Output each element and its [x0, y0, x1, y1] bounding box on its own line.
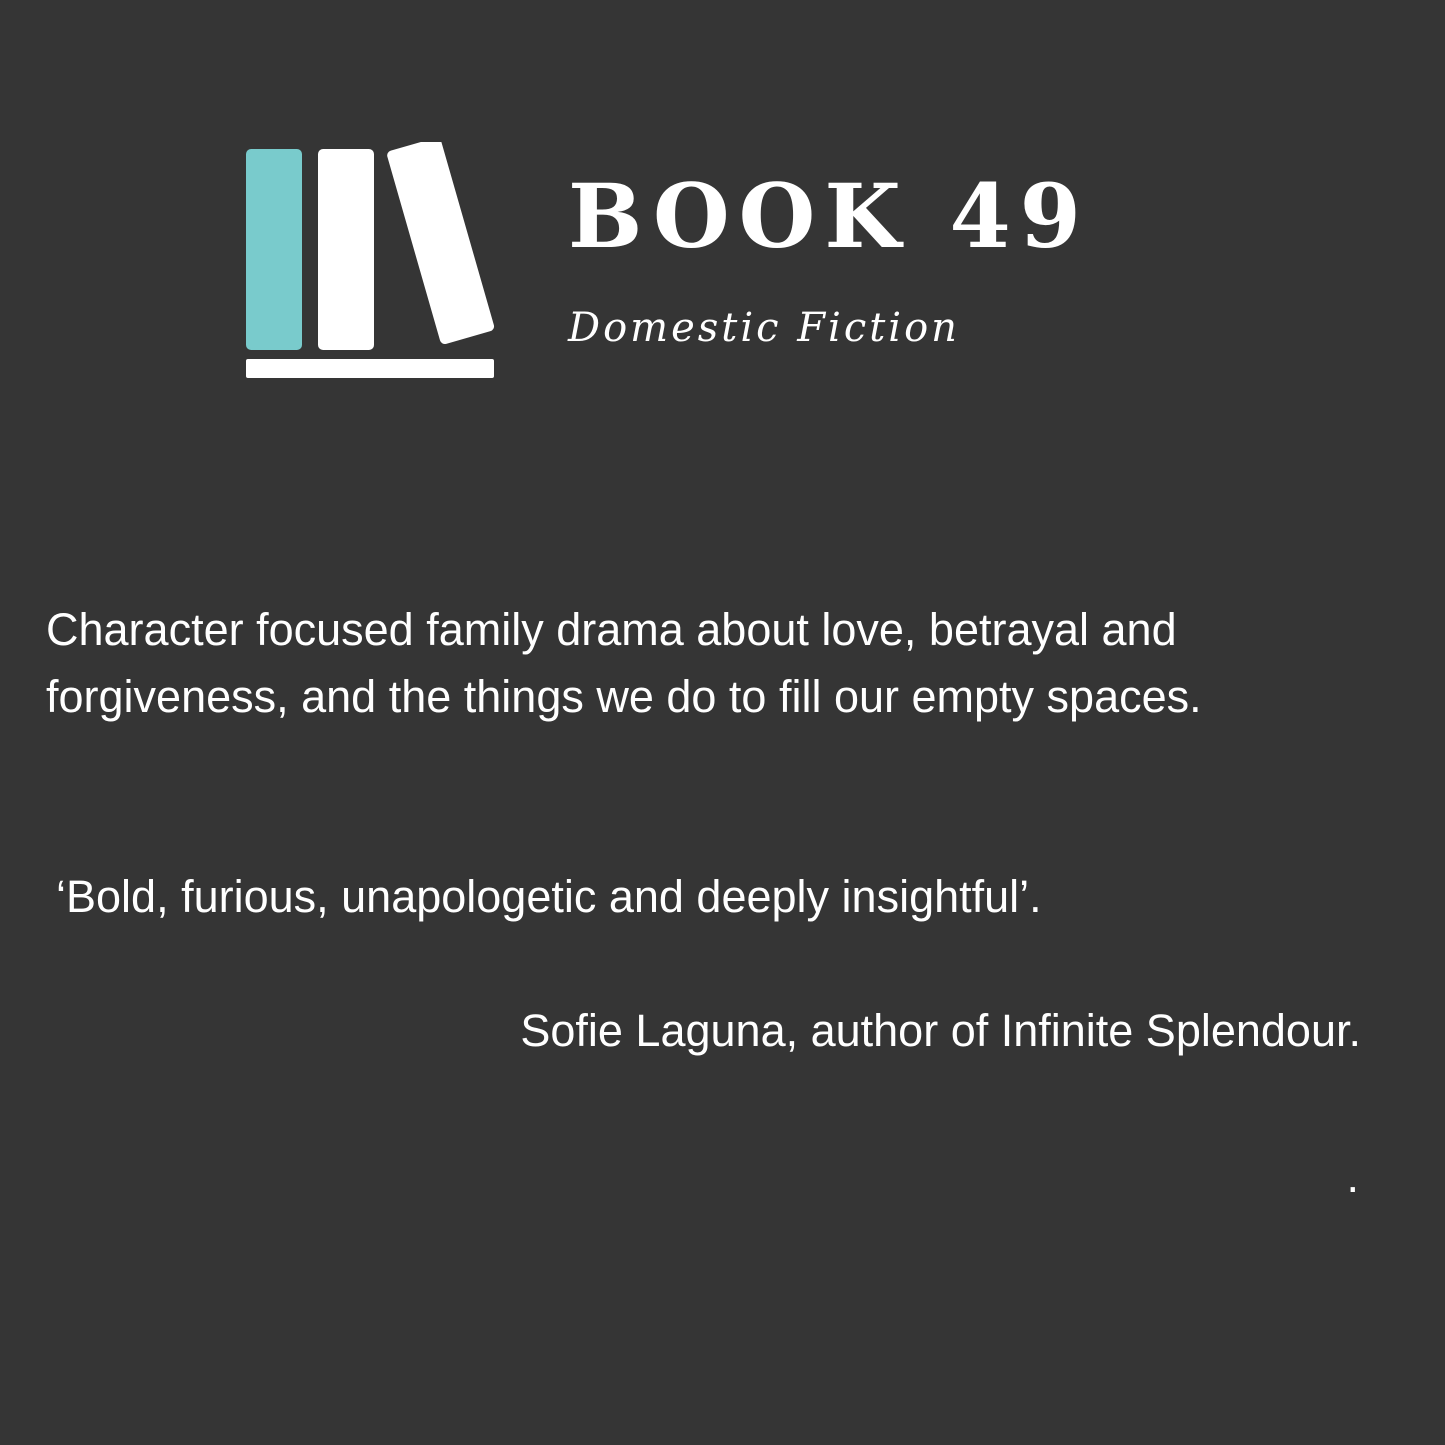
white-book-spine	[318, 149, 374, 350]
book-description	[46, 596, 1406, 730]
review-quote: ‘Bold, furious, unapologetic and deeply insightful’.	[56, 871, 1042, 922]
leaning-book-spine	[386, 142, 495, 345]
bookshelf-icon	[244, 142, 498, 382]
trailing-dot: .	[1346, 1151, 1359, 1202]
description-line-1: Character focused family drama about love, betrayal and	[46, 604, 1177, 655]
quote-attribution: Sofie Laguna, author of Infinite Splendour.	[520, 1005, 1361, 1056]
description-line-2: forgiveness, and the things we do to fill our empty spaces.	[46, 671, 1202, 722]
shelf	[246, 359, 494, 378]
book-title: BOOK 49	[568, 164, 1090, 268]
teal-book-spine	[246, 149, 302, 350]
genre-subtitle: Domestic Fiction	[568, 305, 960, 351]
